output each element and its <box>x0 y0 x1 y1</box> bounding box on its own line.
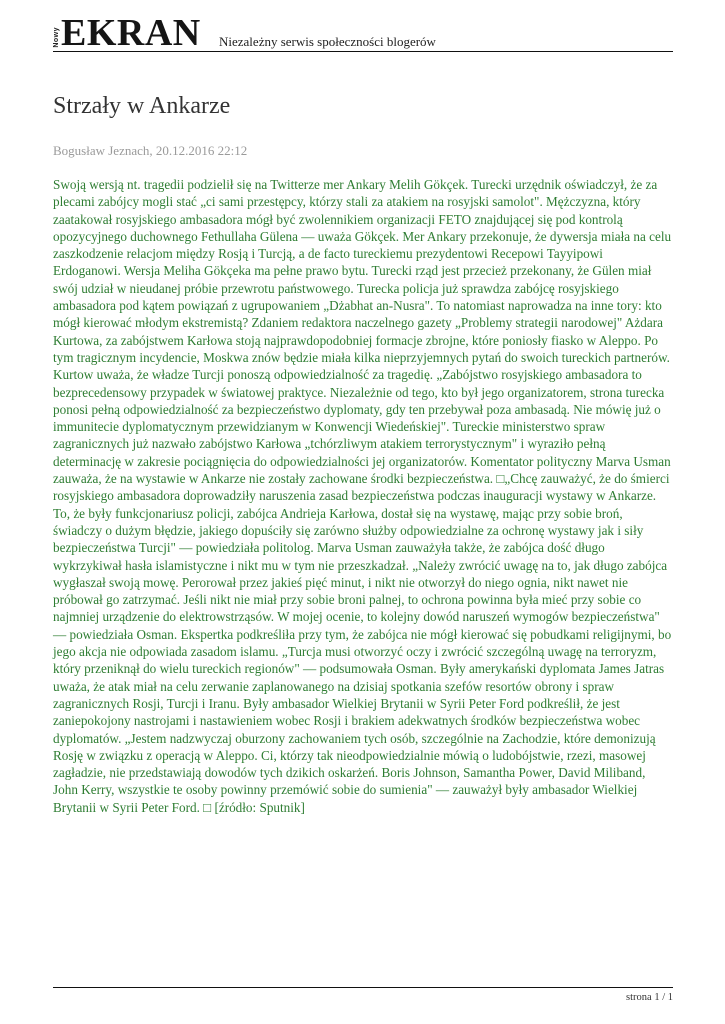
logo-prefix: Nowy <box>53 27 60 48</box>
site-tagline: Niezależny serwis społeczności blogerów <box>219 34 436 49</box>
article-body <box>53 176 673 816</box>
site-logo[interactable] <box>53 12 201 52</box>
header-divider <box>53 51 673 52</box>
article-body-text: Swoją wersją nt. tragedii podzielił się na Twitterze mer Ankary Melih Gökçek. Turecki urzędnik oświadczył, że za plecami zabójcy mogli stać „ci sami przestępcy, którzy stali za atakiem na rosyjski samolot". Mężczyzna, który zaatakował rosyjskiego ambasadora mógł być zwolennikiem organizacji FETO znajdującej się pod kontrolą opozycyjnego duchownego Fethullaha Gülena — uważa Gökçek. Mer Ankary przekonuje, że dywersja miała na celu zaszkodzenie relacjom między Rosją i Turcją, a de facto tureckiemu prezydentowi Recepowi Tayyipowi Erdoganowi. Wersja Meliha Gökçeka ma pełne prawo bytu. Turecki rząd jest przecież przekonany, że Gülen miał swój udział w nieudanej próbie przewrotu państwowego. Turecka policja już sprawdza zabójcę rosyjskiego ambasadora pod kątem powiązań z ugrupowaniem „Dżabhat an-Nusra". To natomiast naprowadza na inne tory: kto mógł kierować młodym ekstremistą? Zdaniem redaktora naczelnego gazety „Problemy strategii narodowej" Ażdara Kurtowa, za zabójstwem Karłowa stoją najprawdopodobniej formacje zbrojne, które poniosły fiasko w Aleppo. Po tym tragicznym incydencie, Moskwa znów będzie miała kilka nieprzyjemnych pytań do swoich tureckich partnerów. Kurtow uważa, że władze Turcji ponoszą odpowiedzialność za tragedię. „Zabójstwo rosyjskiego ambasadora to bezprecedensowy przypadek w światowej praktyce. Niezależnie od tego, kto był jego organizatorem, strona turecka ponosi pełną odpowiedzialność za bezpieczeństwo dyplomaty, gdy ten przebywał poza ambasadą. Nie mówię już o immunitecie dyplomatycznym przewidzianym w Konwencji Wiedeńskiej". Tureckie ministerstwo spraw zagranicznych już nazwało zabójstwo Karłowa „tchórzliwym atakiem terrorystycznym" i wyraziło pełną determinację w zakresie pociągnięcia do odpowiedzialności jej organizatorów. Komentator polityczny Marva Usman zauważa, że na wystawie w Ankarze nie zostały zachowane środki bezpieczeństwa. □„Chcę zauważyć, że do śmierci rosyjskiego ambasadora doprowadziły naruszenia zasad bezpieczeństwa podczas inauguracji wystawy w Ankarze. To, że były funkcjonariusz policji, zabójca Andrieja Karłowa, dostał się na wystawę, mając przy sobie broń, świadczy o dużym błędzie, jakiego dopuściły się zarówno służby odpowiedzialne za ochronę wystawy jak i siły bezpieczeństwa Turcji" — powiedziała politolog. Marva Usman zauważyła także, że zabójca dość długo wykrzykiwał hasła islamistyczne i nikt mu w tym nie przeszkadzał. „Należy zwrócić uwagę na to, jak długo zabójca wygłaszał swoją mowę. Perorował przez jakieś pięć minut, i nikt nie otworzył do niego ognia, nikt nawet nie próbował go zatrzymać. Jeśli nikt nie miał przy sobie broni palnej, to ochrona powinna była mieć przy sobie co najmniej urządzenie do elektrowstrząsów. W mojej ocenie, to kolejny dowód naruszeń wymogów bezpieczeństwa" — powiedziała Osman. Ekspertka podkreśliła przy tym, że zabójca nie mógł kierować się pobudkami religijnymi, bo jego akcja nie odpowiada zasadom islamu. „Turcja musi otworzyć oczy i zwrócić szczególną uwagę na terroryzm, który przeniknął do wielu tureckich regionów" — podsumowała Osman. Były amerykański dyplomata James Jatras uważa, że atak miał na celu zerwanie zaplanowanego na dzisiaj spotkania szefów resortów obrony i spraw zagranicznych Rosji, Turcji i Iranu. Były ambasador Wielkiej Brytanii w Syrii Peter Ford podkreślił, że jest zaniepokojony nastrojami i nastawieniem wobec Rosji i brakiem adekwatnych środków bezpieczeństwa wobec dyplomatów. „Jestem nadzwyczaj oburzony zachowaniem tych osób, szczególnie na Zachodzie, które demonizują Rosję w związku z operacją w Aleppo. Ci, którzy tak nieodpowiedzialnie mówią o ludobójstwie, rzezi, masowej zagładzie, nie przedstawiają dowodów tych dzikich oskarżeń. Boris Johnson, Samantha Power, David Miliband, John Kerry, wszystkie te osoby powinny przemówić sobie do sumienia" — zauważył były ambasador Wielkiej Brytanii w Syrii Peter Ford. □ [źródło: Sputnik] <box>53 177 672 815</box>
article-title: Strzały w Ankarze <box>53 93 231 119</box>
logo-wordmark: EKRAN <box>61 12 201 54</box>
article-byline: Bogusław Jeznach, 20.12.2016 22:12 <box>53 143 248 158</box>
footer-divider <box>53 987 673 988</box>
page-number: strona 1 / 1 <box>626 992 673 1003</box>
site-header <box>53 12 673 54</box>
